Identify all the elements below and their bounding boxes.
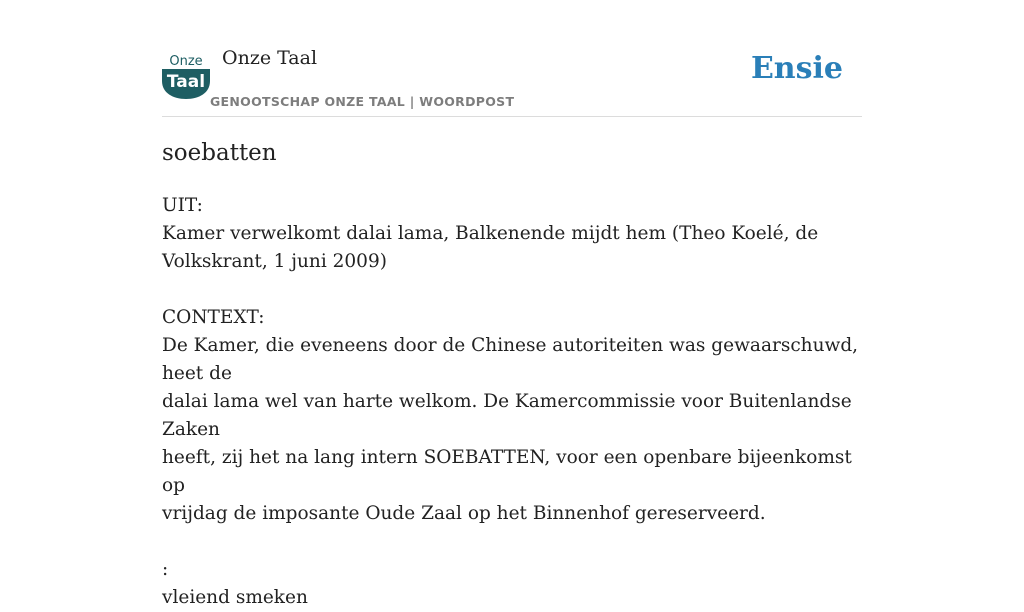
spacer [162, 276, 862, 304]
definition-text: vleiend smeken [162, 587, 308, 608]
logo-top-text: Onze [169, 54, 203, 69]
source-line: Kamer verwelkomt dalai lama, Balkenende mijdt hem (Theo Koelé, de [162, 223, 819, 244]
context-line: dalai lama wel van harte welkom. De Kamercommissie voor Buitenlandse Zaken [162, 391, 852, 440]
logo-bottom-text: Taal [166, 72, 206, 92]
definition-label: : [162, 559, 169, 580]
source-label: UIT: [162, 195, 203, 216]
context-line: heeft, zij het na lang intern SOEBATTEN, voor een openbare bijeenkomst op [162, 447, 852, 496]
ensie-logo[interactable]: Ensie [750, 51, 843, 86]
source-line: Volkskrant, 1 juni 2009) [162, 251, 387, 272]
context-line: vrijdag de imposante Oude Zaal op het Binnenhof gereserveerd. [162, 503, 766, 524]
brand-subtitle: GENOOTSCHAP ONZE TAAL | WOORDPOST [210, 94, 515, 109]
brand-name[interactable]: Onze Taal [222, 47, 318, 69]
entry-title: soebatten [162, 140, 277, 166]
entry-content [162, 192, 862, 612]
spacer [162, 528, 862, 556]
site-header [162, 44, 862, 117]
context-label: CONTEXT: [162, 307, 265, 328]
onze-taal-logo[interactable] [162, 53, 210, 99]
context-line: De Kamer, die eveneens door de Chinese autoriteiten was gewaarschuwd, heet de [162, 335, 859, 384]
